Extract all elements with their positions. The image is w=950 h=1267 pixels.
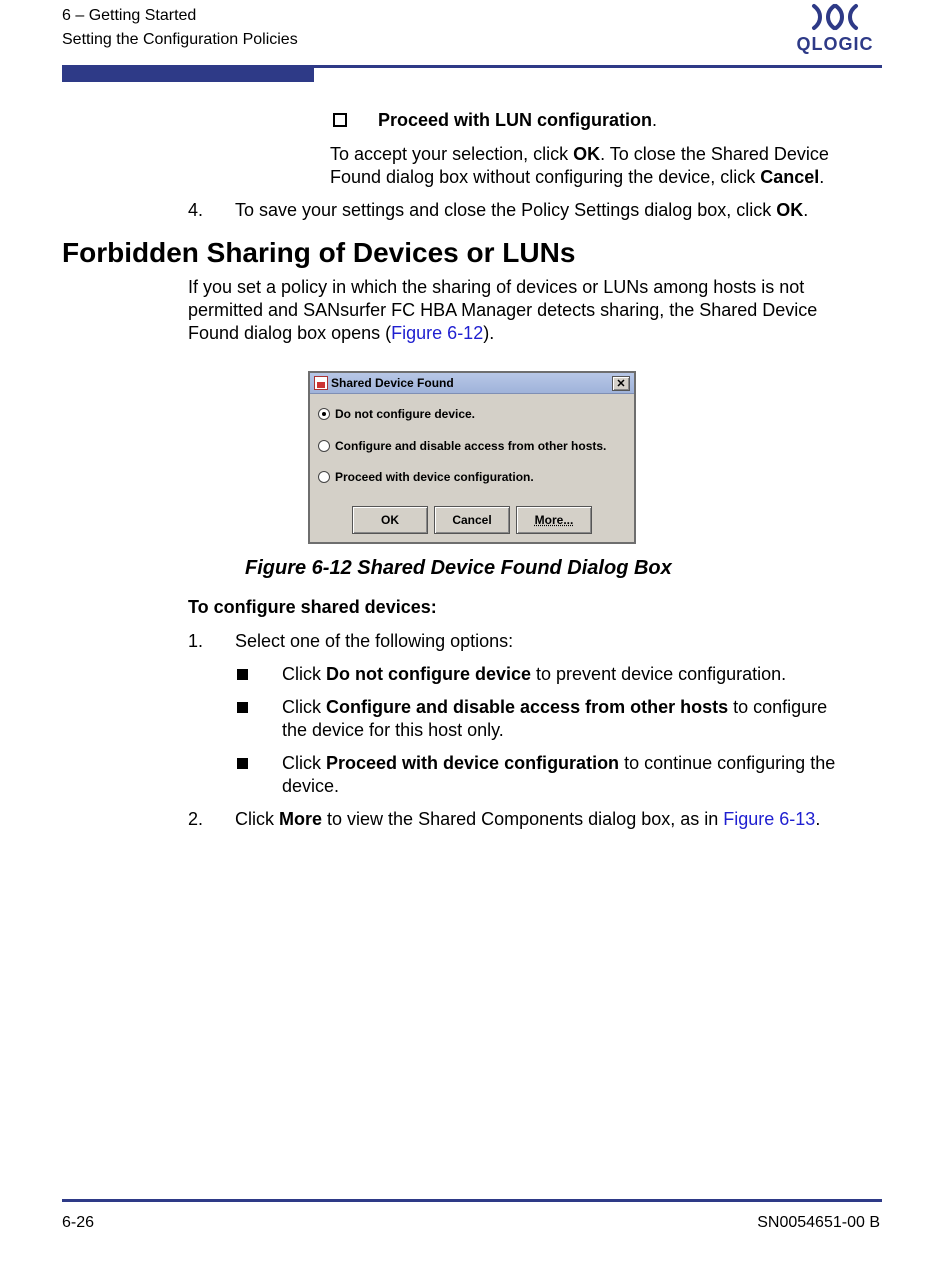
figure-6-13-link[interactable]: Figure 6-13 bbox=[723, 809, 816, 829]
header-tab-bar bbox=[62, 68, 314, 82]
close-button[interactable] bbox=[612, 376, 630, 391]
step-2-number: 2. bbox=[188, 809, 204, 829]
intro-line1: If you set a policy in which the sharing of devices or LUNs among hosts is not bbox=[188, 277, 805, 297]
header-chapter: 6 – Getting Started bbox=[62, 7, 197, 24]
option-configure-disable[interactable]: Configure and disable access from other hosts. bbox=[318, 439, 606, 453]
checkbox-icon bbox=[333, 113, 347, 127]
qlogic-logo-mark bbox=[790, 2, 880, 32]
intro-line2: permitted and SANsurfer FC HBA Manager detects sharing, the Shared Device bbox=[188, 300, 818, 320]
intro-line3: Found dialog box opens (Figure 6-12). bbox=[188, 323, 495, 343]
option-proceed-config[interactable]: Proceed with device configuration. bbox=[318, 470, 534, 484]
option-do-not-configure[interactable]: Do not configure device. bbox=[318, 407, 475, 421]
java-cup-icon bbox=[314, 376, 328, 390]
step-4-text: To save your settings and close the Policy Settings dialog box, click OK. bbox=[235, 200, 809, 220]
radio-configure-disable[interactable] bbox=[318, 440, 330, 452]
option-lun-config: Proceed with LUN configuration. bbox=[378, 110, 658, 130]
bullet-icon bbox=[237, 758, 248, 769]
dialog-titlebar bbox=[310, 373, 634, 394]
step-4-number: 4. bbox=[188, 200, 204, 220]
figure-6-12-link[interactable]: Figure 6-12 bbox=[391, 323, 484, 343]
qlogic-logo bbox=[790, 2, 880, 58]
figure-caption: Figure 6-12 Shared Device Found Dialog Box bbox=[245, 557, 672, 579]
more-button[interactable]: More... bbox=[516, 506, 592, 534]
footer-rule bbox=[62, 1199, 882, 1202]
accept-text-line1: To accept your selection, click OK. To close the Shared Device bbox=[330, 144, 829, 164]
close-icon: ✕ bbox=[616, 377, 626, 390]
dialog-title: Shared Device Found bbox=[331, 376, 454, 390]
bullet-do-not-configure: Click Do not configure device to prevent device configuration. bbox=[282, 664, 787, 684]
radio-proceed-config[interactable] bbox=[318, 471, 330, 483]
cancel-button[interactable]: Cancel bbox=[434, 506, 510, 534]
procedure-heading: To configure shared devices: bbox=[188, 597, 437, 617]
bullet-proceed-config-cont: device. bbox=[282, 776, 340, 796]
accept-text-line2: Found dialog box without configuring the device, click Cancel. bbox=[330, 167, 825, 187]
header-section: Setting the Configuration Policies bbox=[62, 31, 298, 48]
bullet-proceed-config: Click Proceed with device configuration to continue configuring the bbox=[282, 753, 836, 773]
radio-do-not-configure[interactable] bbox=[318, 408, 330, 420]
logo-text: QLOGIC bbox=[796, 34, 874, 54]
bullet-icon bbox=[237, 669, 248, 680]
bullet-configure-disable-cont: the device for this host only. bbox=[282, 720, 504, 740]
footer-page-number: 6-26 bbox=[62, 1214, 95, 1231]
bullet-configure-disable: Click Configure and disable access from other hosts to configure bbox=[282, 697, 828, 717]
footer-doc-id: SN0054651-00 B bbox=[757, 1214, 880, 1231]
step-1-text: Select one of the following options: bbox=[235, 631, 514, 651]
shared-device-found-dialog bbox=[308, 371, 636, 544]
ok-button[interactable]: OK bbox=[352, 506, 428, 534]
step-2-text: Click More to view the Shared Components dialog box, as in Figure 6-13. bbox=[235, 809, 821, 829]
step-1-number: 1. bbox=[188, 631, 204, 651]
section-heading: Forbidden Sharing of Devices or LUNs bbox=[62, 237, 576, 268]
option-lun-config-label: Proceed with LUN configuration bbox=[378, 110, 653, 130]
bullet-icon bbox=[237, 702, 248, 713]
